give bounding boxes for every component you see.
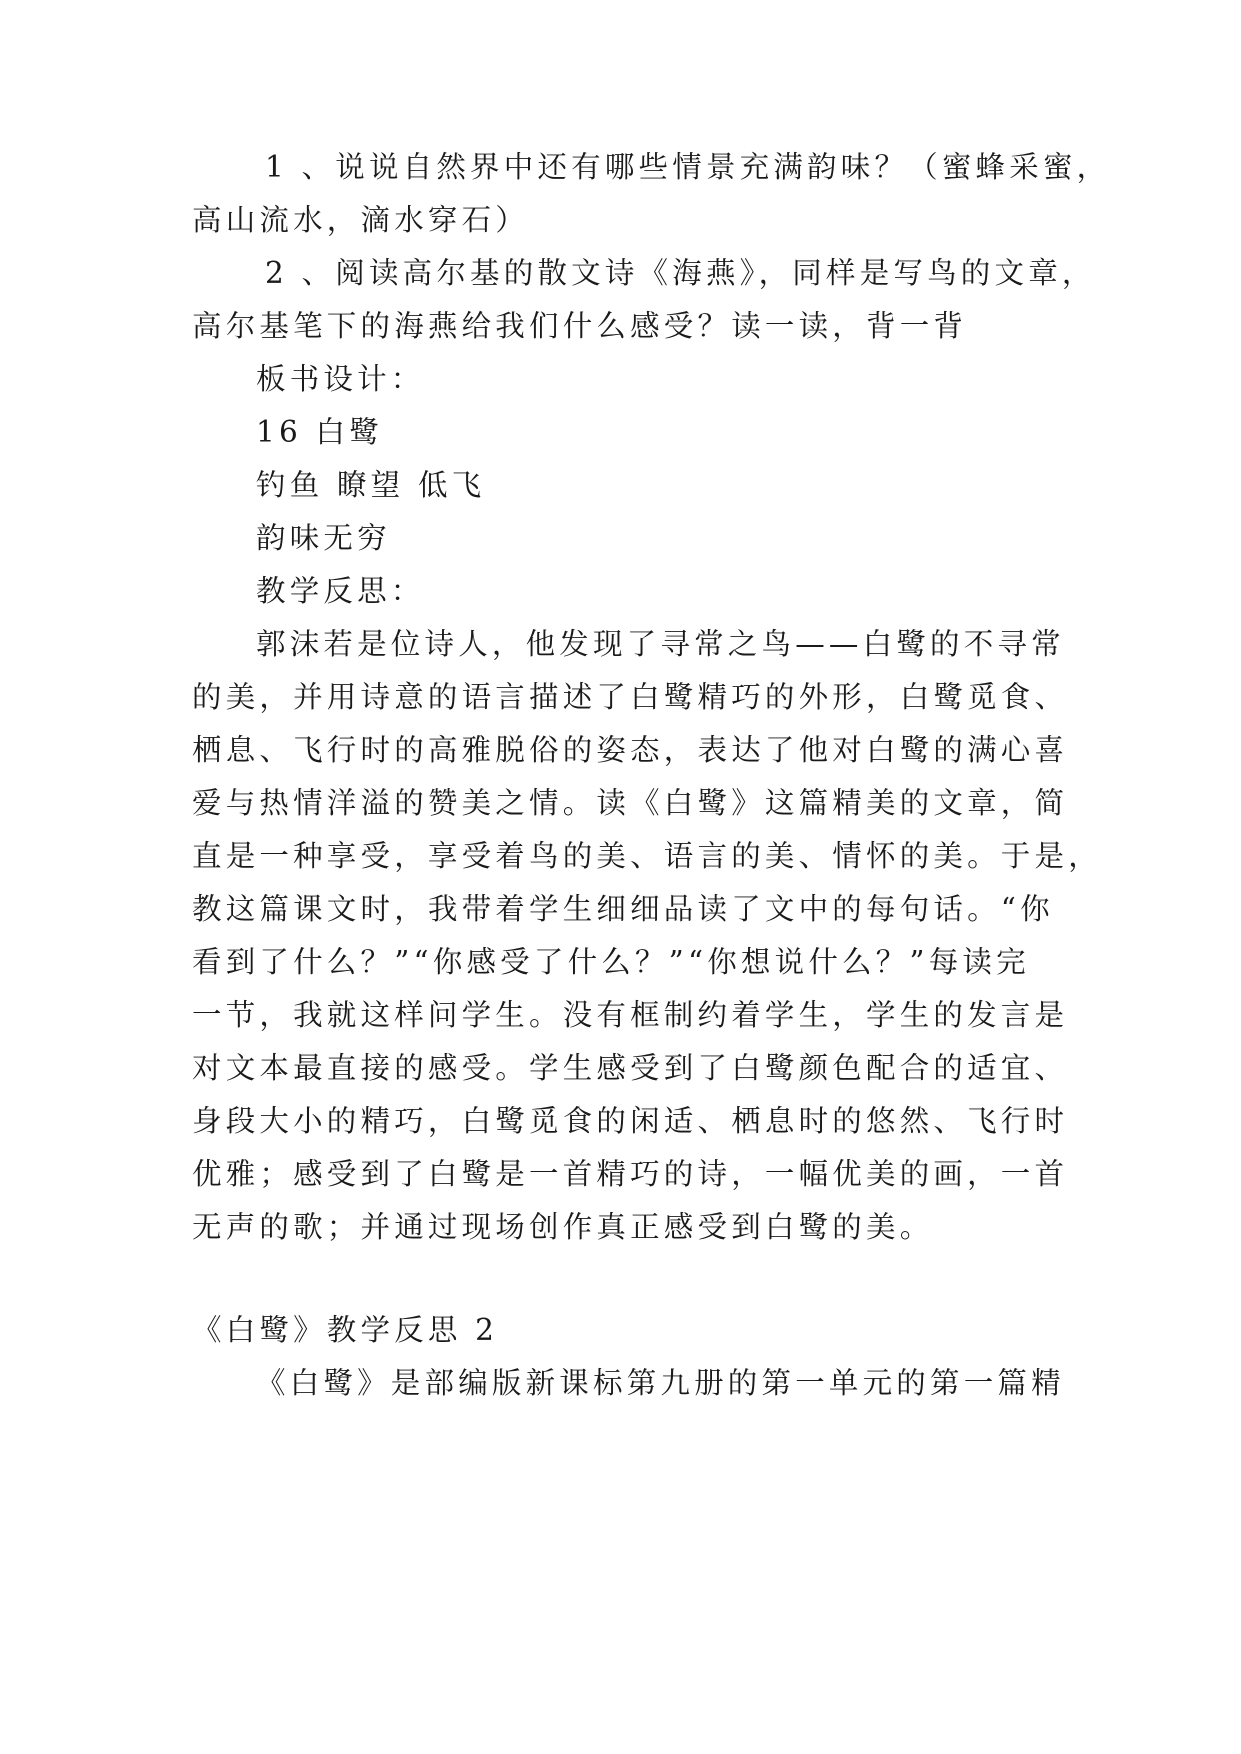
reflection-line: 的美，并用诗意的语言描述了白鹭精巧的外形，白鹭觅食、 (192, 680, 1069, 714)
activity-item-2-line-2: 高尔基笔下的海燕给我们什么感受？读一读，背一背 (192, 309, 968, 343)
board-design-heading: 板书设计： (256, 362, 425, 396)
board-design-title: 16 白鹭 (256, 415, 383, 449)
board-design-summary: 韵味无穷 (256, 521, 391, 555)
activity-item-1-line-1: 1 、说说自然界中还有哪些情景充满韵味？（蜜蜂采蜜， (265, 150, 1111, 184)
activity-item-1-line-2: 高山流水，滴水穿石） (192, 203, 530, 237)
reflection-line: 栖息、飞行时的高雅脱俗的姿态，表达了他对白鹭的满心喜 (192, 733, 1069, 767)
reflection-heading: 教学反思： (256, 574, 425, 608)
activity-item-2-line-1: 2 、阅读高尔基的散文诗《海燕》，同样是写鸟的文章， (265, 256, 1096, 290)
reflection-line: 一节，我就这样问学生。没有框制约着学生，学生的发言是 (192, 998, 1069, 1032)
reflection-line: 爱与热情洋溢的赞美之情。读《白鹭》这篇精美的文章，简 (192, 786, 1069, 820)
reflection-line: 直是一种享受，享受着鸟的美、语言的美、情怀的美。于是， (192, 839, 1102, 873)
reflection-line: 对文本最直接的感受。学生感受到了白鹭颜色配合的适宜、 (192, 1051, 1069, 1085)
reflection-line: 教这篇课文时，我带着学生细细品读了文中的每句话。“你 (192, 892, 1054, 926)
board-design-keywords: 钓鱼 瞭望 低飞 (256, 468, 486, 502)
reflection-line: 无声的歌；并通过现场创作真正感受到白鹭的美。 (192, 1210, 934, 1244)
reflection-line: 优雅；感受到了白鹭是一首精巧的诗，一幅优美的画，一首 (192, 1157, 1069, 1191)
reflection-line: 郭沫若是位诗人，他发现了寻常之鸟——白鹭的不寻常 (256, 627, 1065, 661)
reflection-line: 身段大小的精巧，白鹭觅食的闲适、栖息时的悠然、飞行时 (192, 1104, 1069, 1138)
section-2-first-line: 《白鹭》是部编版新课标第九册的第一单元的第一篇精 (256, 1366, 1065, 1400)
section-2-heading: 《白鹭》教学反思 2 (192, 1313, 499, 1347)
reflection-line: 看到了什么？”“你感受了什么？”“你想说什么？”每读完 (192, 945, 1030, 979)
